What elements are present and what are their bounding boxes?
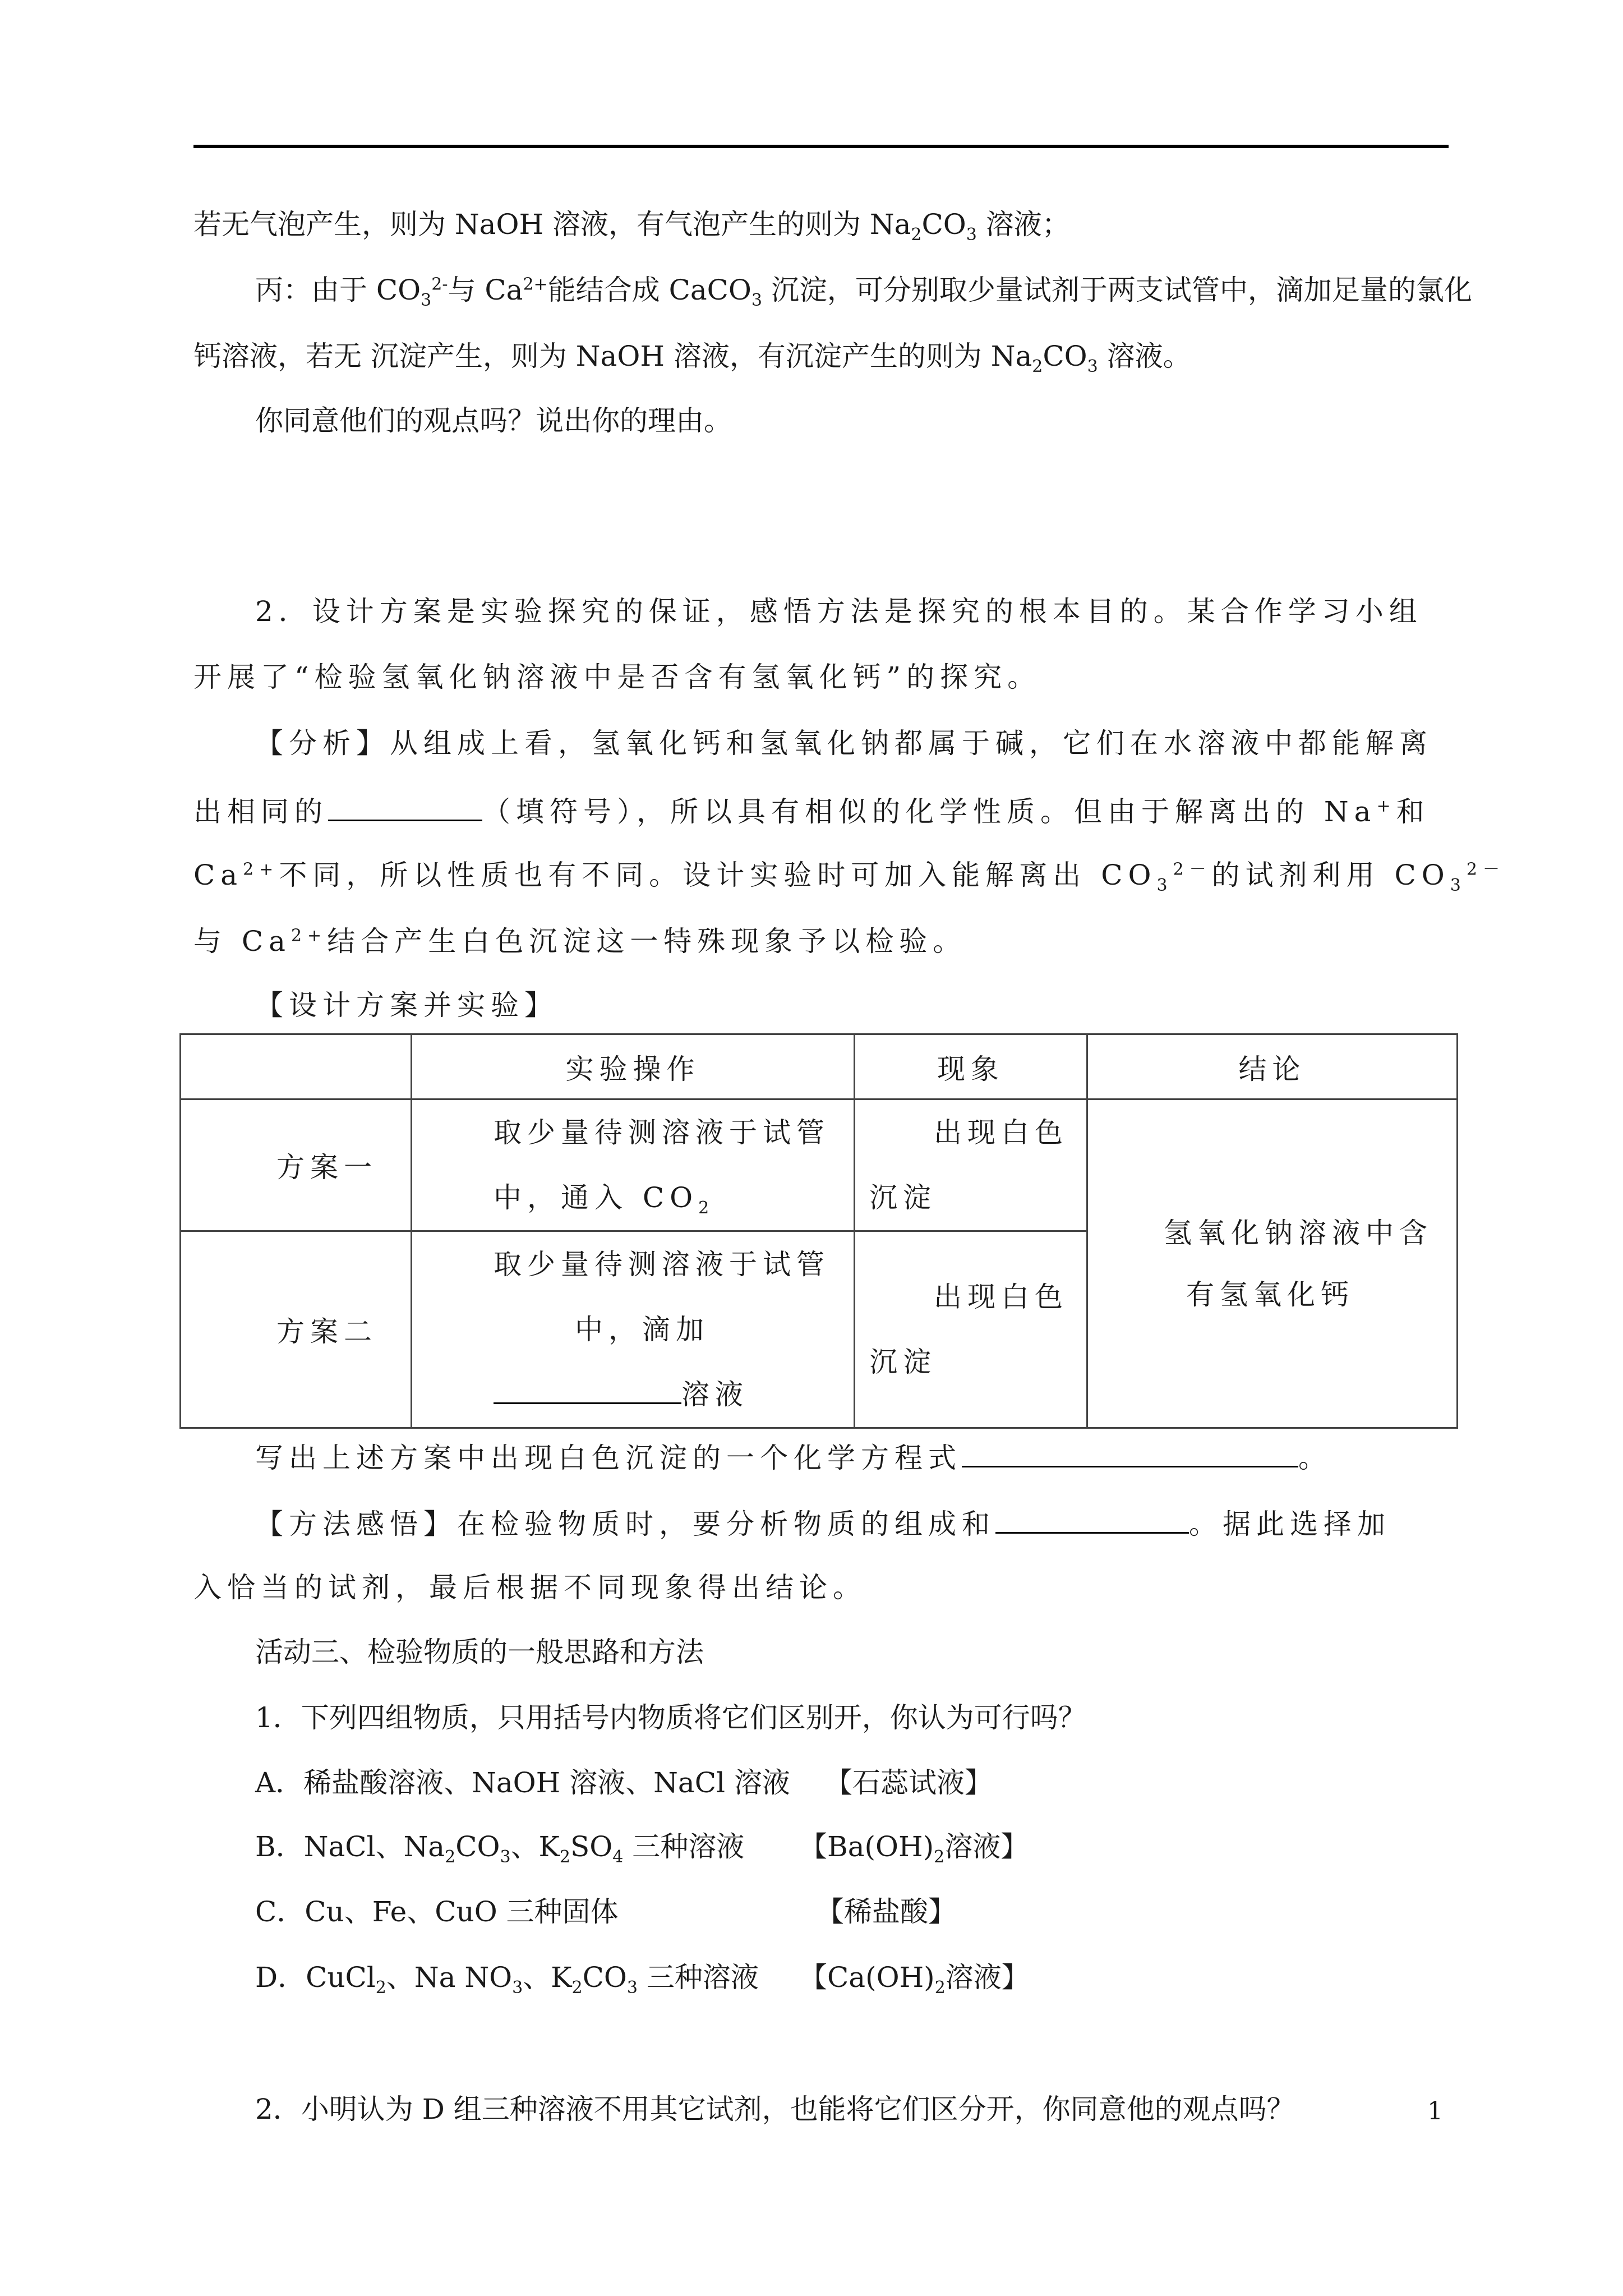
option-b: B．NaCl、$Na_2CO_3$、$K_2SO_4$ 三种溶液 [255, 1830, 745, 1867]
text-line-3: 钙溶液，若无 沉淀产生，则为 NaOH 溶液，有沉淀产生的则为 $Na_2CO_3$ 溶液。 [193, 340, 1191, 376]
header-rule [193, 145, 1449, 148]
plan-1-operation: 取少量待测溶液于试管 中，通入 $CO_2$ [412, 1099, 855, 1231]
option-a: A．稀盐酸溶液、NaOH 溶液、NaCl 溶液 [255, 1766, 790, 1799]
header-cell-operation: 实验操作 [412, 1034, 855, 1099]
activity-3-heading: 活动三、检验物质的一般思路和方法 [255, 1636, 704, 1668]
header-cell-phenomenon: 现象 [855, 1034, 1087, 1099]
question-2-line-2: 开展了“检验氢氧化钠溶液中是否含有氢氧化钙”的探究。 [193, 661, 1041, 693]
question-2-line-1: 2．设计方案是实验探究的保证，感悟方法是探究的根本目的。某合作学习小组 [255, 595, 1423, 628]
header-cell-conclusion: 结论 [1087, 1034, 1458, 1099]
equation-prompt: 写出上述方案中出现白色沉淀的一个化学方程式 。 [255, 1439, 1332, 1475]
table-header-row [181, 1034, 1458, 1099]
answer-blank-equation[interactable] [962, 1439, 1298, 1467]
activity-3-question-2: 2．小明认为 D 组三种溶液不用其它试剂，也能将它们区分开，你同意他的观点吗？ [255, 2093, 1295, 2125]
text-line-2: 丙：由于 $CO_3^{2-}$与 $Ca^{2+}$能结合成 CaCO$_3$ 沉淀，可分别取少量试剂于两支试管中，滴加足量的氯化 [255, 274, 1472, 310]
design-heading: 【设计方案并实验】 [255, 989, 558, 1022]
method-line-1: 【方法感悟】在检验物质时，要分析物质的组成和 。据此选择加 [255, 1505, 1391, 1541]
text-line-1: 若无气泡产生，则为 NaOH 溶液，有气泡产生的则为 $Na_2CO_3$ 溶液； [193, 208, 1070, 245]
plan-2-name: 方案二 [181, 1231, 412, 1428]
header-cell-empty [181, 1034, 412, 1099]
option-c-reagent: 【稀盐酸】 [816, 1895, 956, 1928]
conclusion-cell: 氢氧化钠溶液中含 有氢氧化钙 [1087, 1099, 1458, 1428]
option-d-reagent: 【$Ca(OH)_2$溶液】 [799, 1961, 1030, 1998]
analysis-line-3: $Ca^{2+}$不同，所以性质也有不同。设计实验时可加入能解离出 $CO_3^{2-}$的试剂利用 $CO_3^{2-}$ [193, 859, 1505, 895]
option-d: D．CuCl$_2$、Na $NO_3$、$K_2CO_3$ 三种溶液 [255, 1961, 759, 1998]
analysis-line-2: 出相同的 （填符号），所以具有相似的化学性质。但由于解离出的 Na+和 [193, 793, 1430, 829]
plan-1-name: 方案一 [181, 1099, 412, 1231]
activity-3-question-1: 1．下列四组物质，只用括号内物质将它们区别开，你认为可行吗？ [255, 1701, 1086, 1734]
option-a-reagent: 【石蕊试液】 [824, 1766, 993, 1799]
method-line-2: 入恰当的试剂，最后根据不同现象得出结论。 [193, 1571, 866, 1604]
experiment-table [179, 1033, 1458, 1429]
analysis-line-4: 与 $Ca^{2+}$结合产生白色沉淀这一特殊现象予以检验。 [193, 925, 967, 958]
table-row [181, 1099, 1458, 1231]
question-prompt: 你同意他们的观点吗？说出你的理由。 [255, 404, 732, 437]
analysis-line-1: 【分析】从组成上看，氢氧化钙和氢氧化钠都属于碱，它们在水溶液中都能解离 [255, 727, 1433, 760]
page-number: 1 [1427, 2097, 1443, 2125]
option-c: C．Cu、Fe、CuO 三种固体 [255, 1895, 619, 1928]
answer-blank-method[interactable] [995, 1505, 1189, 1534]
plan-2-phenomenon: 出现白色 沉淀 [855, 1231, 1087, 1428]
answer-blank-reagent[interactable] [494, 1375, 681, 1404]
plan-1-phenomenon: 出现白色 沉淀 [855, 1099, 1087, 1231]
plan-2-operation: 取少量待测溶液于试管 中，滴加 溶液 [412, 1231, 855, 1428]
answer-blank-symbol[interactable] [328, 793, 482, 821]
option-b-reagent: 【$Ba(OH)_2$溶液】 [799, 1830, 1029, 1867]
